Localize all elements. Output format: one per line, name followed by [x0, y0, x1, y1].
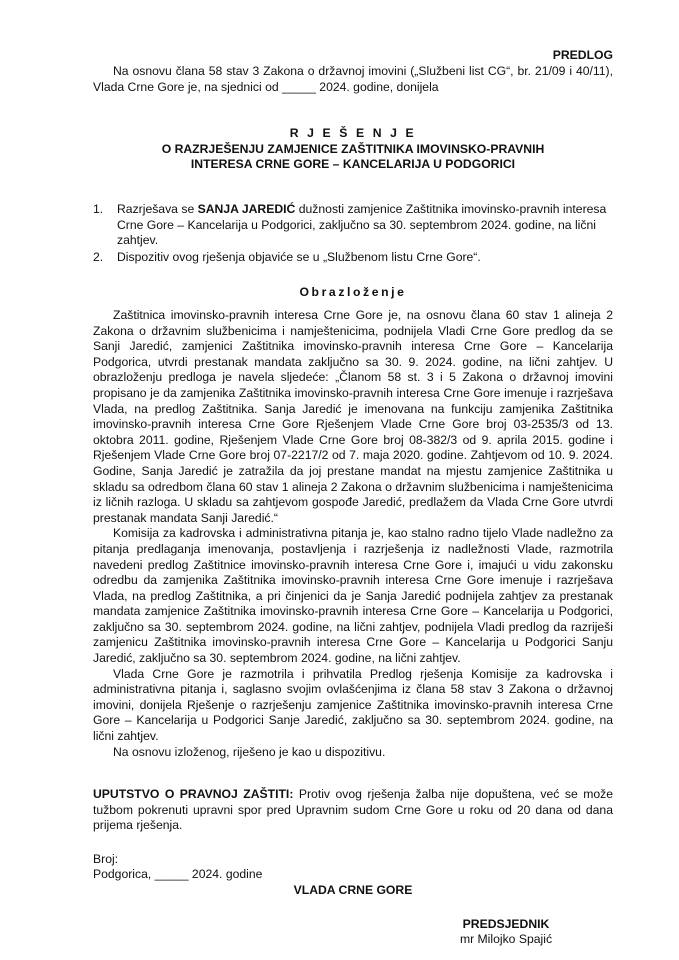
item-number: 2.	[93, 249, 104, 264]
legal-remedy-label: UPUTSTVO O PRAVNOJ ZAŠTITI:	[93, 787, 294, 801]
preamble-paragraph: Na osnovu člana 58 stav 3 Zakona o državnoj imovini („Službeni list CG“, br. 21/09 i 40/11), Vlada Crne Gore je, na sjednici od _____ 2024. godine, donijela	[93, 64, 613, 94]
decision-subtitle-line-2: INTERESA CRNE GORE – KANCELARIJA U PODGORICI	[190, 157, 516, 171]
president-title: PREDSJEDNIK	[462, 917, 550, 931]
decision-title: R J E Š E N J E	[289, 126, 417, 140]
obrazlozenje-paragraph-3: Vlada Crne Gore je razmotrila i prihvatila Predlog rješenja Komisije za kadrovska i administrativna pitanja i, saglasno svojim ovlašćenjima iz člana 58 stav 3 Zakona o državnoj imovini, donijela Rješenje o razrješenju zamjenice Zaštitnika imovinsko-pravnih interesa Crne Gore – Kancelarija u Podgorici Sanje Jaredić, zaključno sa 30. septembrom 2024. godine, na lični zahtjev.	[93, 666, 613, 744]
obrazlozenje-paragraph-1: Zaštitnica imovinsko-pravnih interesa Crne Gore je, na osnovu člana 60 stav 1 alineja 2 Zakona o državnim službenicima i namještenicima, podnijela Vladi Crne Gore predlog da se Sanji Jaredić, zamjenici Zaštitnika imovinsko-pravnih interesa Crne Gore – Kancelarija Podgorica, utvrdi prestanak mandata zaključno sa 30. 9. 2024. godine, na lični zahtjev. U obrazloženju predloga je navela sljedeće: „Članom 58 st. 3 i 5 Zakona o državnoj imovini propisano je da zamjenika Zaštitnika imovinsko-pravnih interesa Crne Gore imenuje i razrješava Vlada, na predlog Zaštitnika. Sanja Jaredić je imenovana na funkciju zamjenika Zaštitnika imovinsko-pravnih interesa Crne Gore Rješenjem Vlade Crne Gore broj 03-2535/3 od 13. oktobra 2011. godine, Rješenjem Vlade Crne Gore broj 08-382/3 od 9. aprila 2015. godine i Rješenjem Vlade Crne Gore broj 07-2217/2 od 7. maja 2020. godine. Zahtjevom od 10. 9. 2024. Godine, Sanja Jaredić je zatražila da joj prestane mandat na mjestu zamjenice Zaštitnika u skladu sa odredbom člana 60 stav 1 alineja 2 Zakona o državnim službenicima i namještenicima iz ličnih razloga. U skladu sa zahtjevom gospođe Jaredić, predlažem da Vlada Crne Gore utvrdi prestanak mandata Sanji Jaredić.“	[93, 308, 613, 525]
obrazlozenje-body	[93, 308, 613, 760]
legal-remedy-instruction	[93, 787, 613, 834]
president-name: mr Milojko Spajić	[459, 932, 553, 946]
predlog-label: PREDLOG	[552, 48, 613, 62]
obrazlozenje-heading: Obrazloženje	[299, 285, 407, 299]
item-number: 1.	[93, 202, 104, 216]
item-text: Dispozitiv ovog rješenja objavi‌će se u „Službenom listu Crne Gore“.	[117, 249, 481, 264]
government-name: VLADA CRNE GORE	[293, 883, 413, 897]
document-number-label: Broj:	[93, 852, 119, 866]
obrazlozenje-paragraph-2: Komisija za kadrovska i administrativna pitanja je, kao stalno radno tijelo Vlade nadležno za pitanja predlaganja imenovanja, postavljenja i razrješenja iz nadležnosti Vlade, razmotrila navedeni predlog Zaštitnice imovinsko-pravnih interesa Crne Gore i, imajući u vidu zakonsku odredbu da zamjenika Zaštitnika imovinsko-pravnih interesa Crne Gore imenuje i razrješava Vlada, na predlog Zaštitnika, a pri činjenici da je Sanja Jaredić podnijela zahtjev za prestanak mandata zamjenice Zaštitnika imovinsko-pravnih interesa Crne Gore – Kancelarija u Podgorici, zaključno sa 30. septembrom 2024. godine, na lični zahtjev, podnijela Vladi predlog da razriješi zamjenicu Zaštitnika imovinsko-pravnih interesa Crne Gore – Kancelarija u Podgorici Sanju Jaredić, zaključno sa 30. septembrom 2024. godine, na lični zahtjev.	[93, 526, 613, 666]
decision-subtitle-line-1: O RAZRJEŠENJU ZAMJENICE ZAŠTITNIKA IMOVINSKO-PRAVNIH	[161, 142, 545, 156]
obrazlozenje-paragraph-4: Na osnovu izloženog, riješeno je kao u dispozitivu.	[113, 744, 386, 759]
item-name-bold: SANJA JAREDIĆ	[197, 202, 296, 216]
legal-remedy-text: Protiv ovog rješenja žalba nije dopuštena, već se može tužbom pokrenuti upravni spor pred Upravnim sudom Crne Gore u roku od 20 dana od dana prijema rješenja.	[93, 787, 614, 833]
dispositive-item-2	[93, 250, 613, 266]
item-text-pre: Razrješava se	[117, 202, 198, 216]
dispositive-list	[93, 202, 613, 266]
place-and-date: Podgorica, _____ 2024. godine	[93, 867, 263, 881]
dispositive-item-1	[93, 202, 613, 249]
item-text-post: dužnosti zamjenice Zaštitnika imovinsko-pravnih interesa Crne Gore – Kancelarija u Podgorici, zaključno sa 30. septembrom 2024. godine, na lični zahtjev.	[117, 202, 607, 248]
